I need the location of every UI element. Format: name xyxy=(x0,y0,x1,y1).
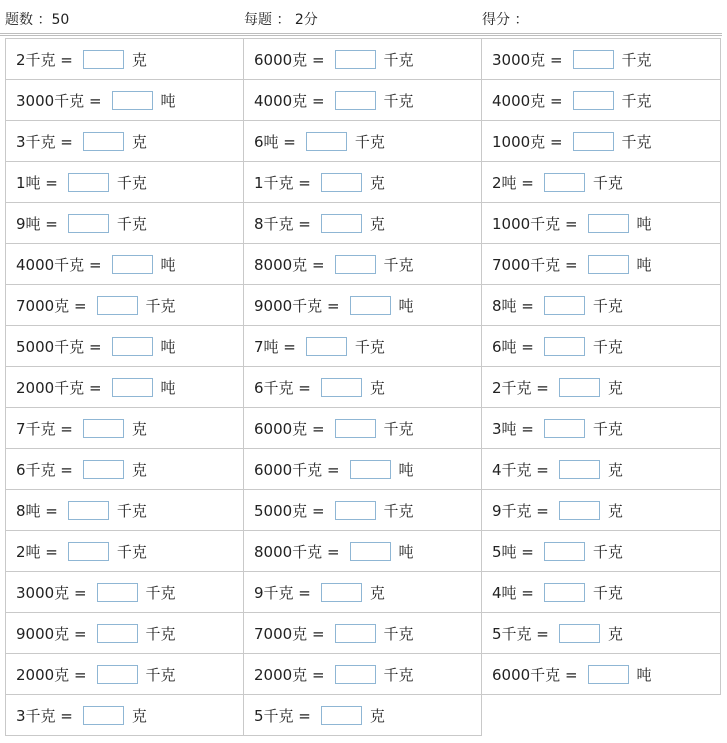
answer-input[interactable] xyxy=(350,296,391,315)
problem-cell xyxy=(244,285,482,326)
answer-input[interactable] xyxy=(588,214,629,233)
answer-input[interactable] xyxy=(544,296,585,315)
problem-unit: 吨 xyxy=(398,542,414,561)
answer-input[interactable] xyxy=(97,665,138,684)
answer-input[interactable] xyxy=(335,624,376,643)
problem-cell xyxy=(482,613,721,654)
problem-unit: 千克 xyxy=(621,50,652,69)
problem-cell xyxy=(482,244,721,285)
problem-unit: 吨 xyxy=(398,296,414,315)
problem-question: 7000克 = xyxy=(254,624,325,643)
answer-input[interactable] xyxy=(350,542,391,561)
problem-question: 6000千克 = xyxy=(492,665,578,684)
answer-input[interactable] xyxy=(544,337,585,356)
problem-cell xyxy=(482,285,721,326)
problem-cell xyxy=(6,326,244,367)
problem-cell xyxy=(482,572,721,613)
problem-question: 9000克 = xyxy=(16,624,87,643)
problem-unit: 克 xyxy=(607,501,623,520)
problem-question: 6千克 = xyxy=(254,378,311,397)
answer-input[interactable] xyxy=(573,132,614,151)
problem-unit: 吨 xyxy=(160,337,176,356)
problem-cell xyxy=(244,244,482,285)
problem-question: 7000千克 = xyxy=(492,255,578,274)
problem-cell xyxy=(482,408,721,449)
answer-input[interactable] xyxy=(588,255,629,274)
problem-question: 1000克 = xyxy=(492,132,563,151)
problem-cell xyxy=(6,449,244,490)
question-count: 题数 ：50 xyxy=(5,12,70,28)
answer-input[interactable] xyxy=(544,542,585,561)
problem-cell xyxy=(482,449,721,490)
problem-unit: 千克 xyxy=(592,583,623,602)
problem-unit: 吨 xyxy=(398,460,414,479)
answer-input[interactable] xyxy=(335,501,376,520)
problem-cell xyxy=(244,203,482,244)
problem-question: 6000千克 = xyxy=(254,460,340,479)
problem-cell xyxy=(482,80,721,121)
problem-question: 2000克 = xyxy=(254,665,325,684)
problem-question: 4千克 = xyxy=(492,460,549,479)
problem-unit: 克 xyxy=(131,50,147,69)
problem-cell xyxy=(244,490,482,531)
problem-cell xyxy=(244,654,482,695)
problem-question: 3吨 = xyxy=(492,419,534,438)
answer-input[interactable] xyxy=(321,214,362,233)
problem-unit: 千克 xyxy=(145,624,176,643)
problem-question: 1吨 = xyxy=(16,173,58,192)
problem-cell xyxy=(6,367,244,408)
answer-input[interactable] xyxy=(588,665,629,684)
problem-cell xyxy=(244,531,482,572)
problem-cell xyxy=(6,695,244,736)
answer-input[interactable] xyxy=(97,624,138,643)
problem-cell xyxy=(482,654,721,695)
answer-input[interactable] xyxy=(68,214,109,233)
answer-input[interactable] xyxy=(112,378,153,397)
problem-unit: 克 xyxy=(369,173,385,192)
problem-cell xyxy=(6,531,244,572)
problem-question: 5000克 = xyxy=(254,501,325,520)
answer-input[interactable] xyxy=(544,173,585,192)
problem-unit: 千克 xyxy=(116,542,147,561)
answer-input[interactable] xyxy=(559,501,600,520)
problem-unit: 吨 xyxy=(160,378,176,397)
answer-input[interactable] xyxy=(335,419,376,438)
problem-unit: 千克 xyxy=(383,665,414,684)
problem-grid xyxy=(5,38,721,736)
problem-unit: 吨 xyxy=(636,255,652,274)
problem-question: 9000千克 = xyxy=(254,296,340,315)
answer-input[interactable] xyxy=(321,173,362,192)
problem-cell xyxy=(6,613,244,654)
answer-input[interactable] xyxy=(68,501,109,520)
problem-question: 7000克 = xyxy=(16,296,87,315)
problem-unit: 克 xyxy=(369,214,385,233)
problem-cell xyxy=(244,39,482,80)
header-divider xyxy=(0,33,722,34)
header-divider-2 xyxy=(0,35,722,36)
answer-input[interactable] xyxy=(306,132,347,151)
problem-cell xyxy=(6,121,244,162)
problem-unit: 千克 xyxy=(592,337,623,356)
problem-cell xyxy=(6,162,244,203)
score-field: 得分 ： xyxy=(482,12,529,28)
problem-cell xyxy=(244,326,482,367)
worksheet-header xyxy=(0,0,727,32)
problem-question: 5吨 = xyxy=(492,542,534,561)
answer-input[interactable] xyxy=(97,583,138,602)
problem-question: 9千克 = xyxy=(254,583,311,602)
problem-question: 2吨 = xyxy=(16,542,58,561)
answer-input[interactable] xyxy=(350,460,391,479)
answer-input[interactable] xyxy=(83,132,124,151)
problem-unit: 克 xyxy=(131,132,147,151)
answer-input[interactable] xyxy=(321,378,362,397)
problem-question: 2千克 = xyxy=(16,50,73,69)
problem-question: 7吨 = xyxy=(254,337,296,356)
problem-cell xyxy=(6,39,244,80)
problem-question: 7千克 = xyxy=(16,419,73,438)
answer-input[interactable] xyxy=(573,91,614,110)
problem-cell xyxy=(482,39,721,80)
problem-question: 6吨 = xyxy=(254,132,296,151)
problem-cell xyxy=(482,203,721,244)
problem-unit: 千克 xyxy=(116,214,147,233)
problem-unit: 吨 xyxy=(160,91,176,110)
problem-unit: 克 xyxy=(131,460,147,479)
problem-cell xyxy=(244,572,482,613)
problem-unit: 千克 xyxy=(383,624,414,643)
problem-cell xyxy=(244,121,482,162)
problem-cell xyxy=(6,490,244,531)
problem-unit: 克 xyxy=(131,419,147,438)
problem-question: 4000千克 = xyxy=(16,255,102,274)
problem-question: 1000千克 = xyxy=(492,214,578,233)
score-per-question: 每题 ： 2分 xyxy=(244,12,318,28)
answer-input[interactable] xyxy=(306,337,347,356)
problem-question: 3千克 = xyxy=(16,132,73,151)
problem-unit: 千克 xyxy=(116,173,147,192)
problem-cell xyxy=(244,367,482,408)
problem-question: 8吨 = xyxy=(492,296,534,315)
problem-cell xyxy=(482,326,721,367)
problem-question: 8吨 = xyxy=(16,501,58,520)
problem-question: 6千克 = xyxy=(16,460,73,479)
problem-unit: 克 xyxy=(607,378,623,397)
problem-cell xyxy=(6,285,244,326)
problem-unit: 克 xyxy=(369,583,385,602)
answer-input[interactable] xyxy=(83,50,124,69)
problem-cell xyxy=(244,408,482,449)
problem-unit: 吨 xyxy=(636,214,652,233)
problem-unit: 千克 xyxy=(145,296,176,315)
problem-question: 5千克 = xyxy=(492,624,549,643)
problem-unit: 千克 xyxy=(383,91,414,110)
problem-question: 2000千克 = xyxy=(16,378,102,397)
answer-input[interactable] xyxy=(83,460,124,479)
problem-question: 3千克 = xyxy=(16,706,73,725)
problem-unit: 千克 xyxy=(621,132,652,151)
problem-unit: 千克 xyxy=(145,583,176,602)
problem-unit: 千克 xyxy=(621,91,652,110)
problem-question: 4吨 = xyxy=(492,583,534,602)
answer-input[interactable] xyxy=(68,173,109,192)
problem-cell xyxy=(244,449,482,490)
problem-cell xyxy=(6,80,244,121)
answer-input[interactable] xyxy=(321,706,362,725)
problem-cell xyxy=(6,244,244,285)
problem-cell xyxy=(482,490,721,531)
problem-cell xyxy=(482,531,721,572)
problem-question: 9吨 = xyxy=(16,214,58,233)
problem-unit: 克 xyxy=(369,378,385,397)
problem-question: 6000克 = xyxy=(254,419,325,438)
answer-input[interactable] xyxy=(335,50,376,69)
problem-cell xyxy=(482,162,721,203)
problem-unit: 千克 xyxy=(383,50,414,69)
answer-input[interactable] xyxy=(335,91,376,110)
answer-input[interactable] xyxy=(573,50,614,69)
problem-question: 2吨 = xyxy=(492,173,534,192)
answer-input[interactable] xyxy=(544,419,585,438)
problem-question: 3000千克 = xyxy=(16,91,102,110)
problem-question: 1千克 = xyxy=(254,173,311,192)
answer-input[interactable] xyxy=(112,91,153,110)
answer-input[interactable] xyxy=(321,583,362,602)
answer-input[interactable] xyxy=(112,255,153,274)
problem-unit: 千克 xyxy=(116,501,147,520)
answer-input[interactable] xyxy=(83,706,124,725)
problem-unit: 千克 xyxy=(592,419,623,438)
problem-cell xyxy=(6,408,244,449)
answer-input[interactable] xyxy=(335,255,376,274)
problem-unit: 千克 xyxy=(592,296,623,315)
answer-input[interactable] xyxy=(544,583,585,602)
answer-input[interactable] xyxy=(68,542,109,561)
problem-question: 9千克 = xyxy=(492,501,549,520)
problem-question: 5千克 = xyxy=(254,706,311,725)
problem-unit: 千克 xyxy=(145,665,176,684)
problem-unit: 千克 xyxy=(592,542,623,561)
problem-cell xyxy=(482,367,721,408)
problem-question: 3000克 = xyxy=(16,583,87,602)
problem-unit: 千克 xyxy=(354,132,385,151)
problem-cell xyxy=(482,121,721,162)
answer-input[interactable] xyxy=(559,378,600,397)
answer-input[interactable] xyxy=(97,296,138,315)
problem-cell xyxy=(6,654,244,695)
problem-question: 3000克 = xyxy=(492,50,563,69)
problem-unit: 吨 xyxy=(160,255,176,274)
problem-question: 8000千克 = xyxy=(254,542,340,561)
problem-question: 8千克 = xyxy=(254,214,311,233)
problem-unit: 克 xyxy=(369,706,385,725)
problem-question: 6吨 = xyxy=(492,337,534,356)
problem-question: 4000克 = xyxy=(492,91,563,110)
problem-cell xyxy=(6,572,244,613)
answer-input[interactable] xyxy=(335,665,376,684)
answer-input[interactable] xyxy=(112,337,153,356)
problem-unit: 千克 xyxy=(383,501,414,520)
problem-question: 8000克 = xyxy=(254,255,325,274)
problem-unit: 千克 xyxy=(592,173,623,192)
problem-cell xyxy=(244,162,482,203)
problem-cell xyxy=(244,695,482,736)
problem-question: 5000千克 = xyxy=(16,337,102,356)
answer-input[interactable] xyxy=(559,624,600,643)
problem-question: 6000克 = xyxy=(254,50,325,69)
problem-unit: 千克 xyxy=(354,337,385,356)
answer-input[interactable] xyxy=(559,460,600,479)
problem-cell xyxy=(6,203,244,244)
answer-input[interactable] xyxy=(83,419,124,438)
problem-cell xyxy=(244,613,482,654)
problem-unit: 千克 xyxy=(383,419,414,438)
problem-cell xyxy=(244,80,482,121)
problem-question: 2000克 = xyxy=(16,665,87,684)
problem-unit: 克 xyxy=(607,460,623,479)
problem-unit: 克 xyxy=(131,706,147,725)
problem-question: 2千克 = xyxy=(492,378,549,397)
problem-unit: 千克 xyxy=(383,255,414,274)
problem-unit: 克 xyxy=(607,624,623,643)
problem-unit: 吨 xyxy=(636,665,652,684)
problem-question: 4000克 = xyxy=(254,91,325,110)
